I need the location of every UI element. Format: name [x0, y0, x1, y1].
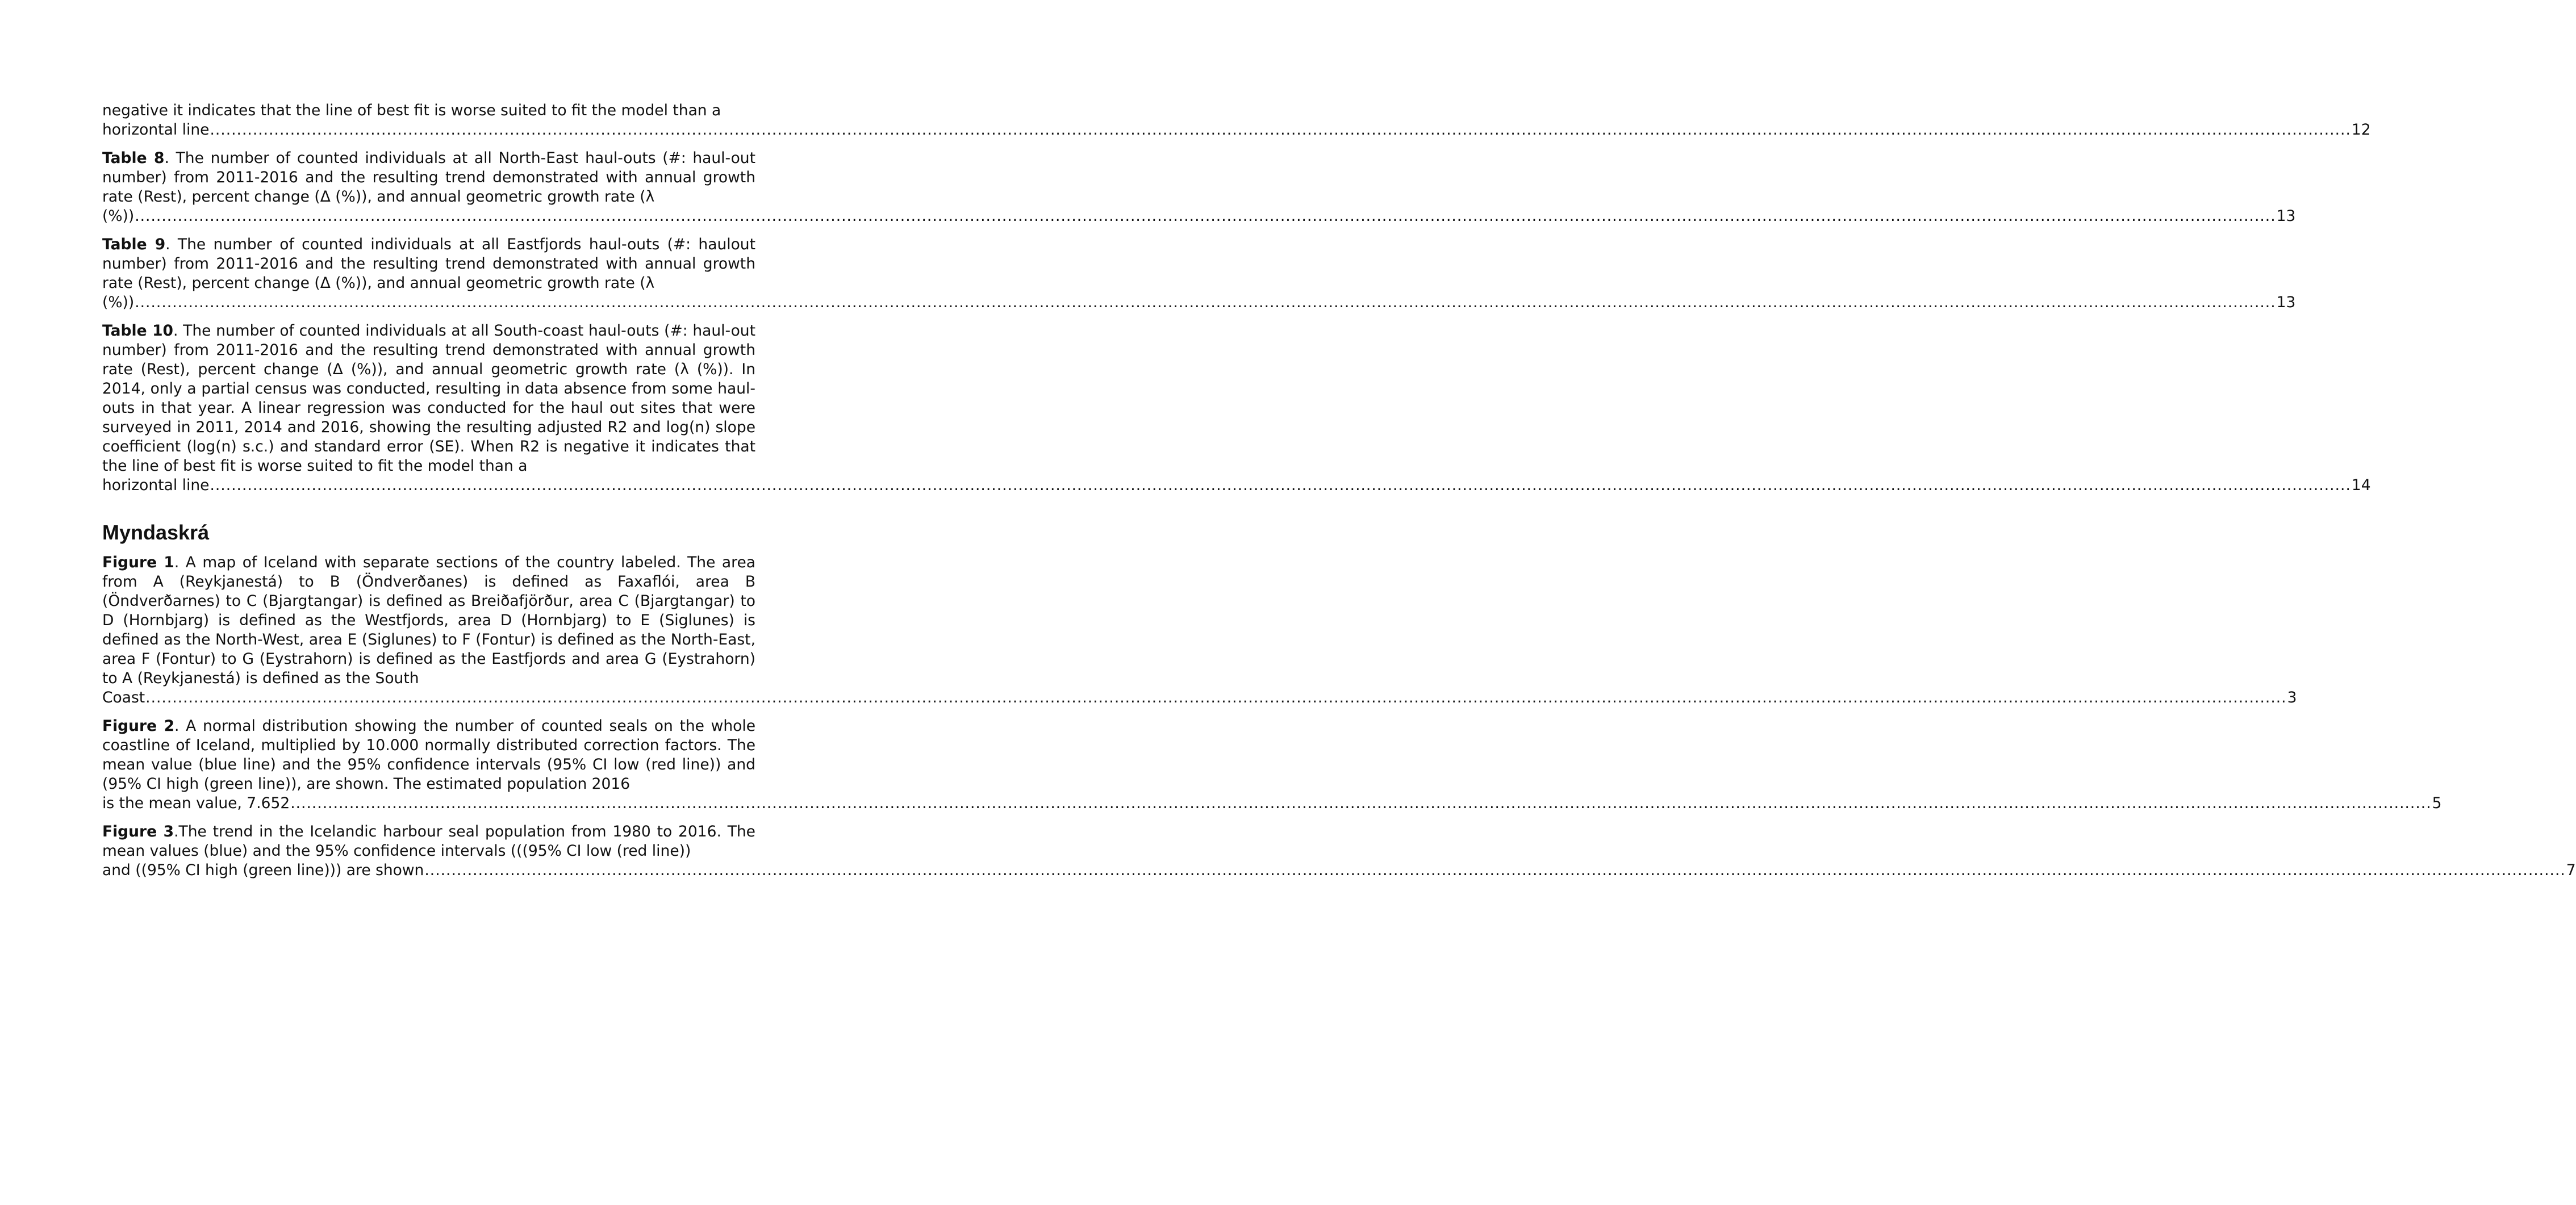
toc-entry-table-8[interactable] [102, 149, 2296, 226]
page-number: 12 [2351, 121, 2371, 139]
entry-last-line [102, 476, 2371, 495]
page-number: 13 [2276, 294, 2296, 311]
entry-caption: . The number of counted individuals at all South-coast haul-outs (#: haul-out number) from 2011-2016 and the resulting trend demonstrated with annual growth rate (Rest), percent change (Δ (%)), and annual geometric growth rate (λ (%)). In 2014, only a partial census was conducted, resulting in data absence from some haul-outs in that year. A linear regression was conducted for the haul out sites that were surveyed in 2011, 2014 and 2016, showing the resulting adjusted R2 and log(n) slope coefficient (log(n) s.c.) and standard error (SE). When R2 is negative it indicates that the line of best fit is worse suited to fit the model than a [102, 322, 755, 475]
toc-entry-figure-2[interactable] [102, 717, 2442, 813]
entry-last-line [102, 293, 2296, 312]
dot-leader: ................................................................................................................................................................................................................................................................................................................................................................................................................ [290, 794, 2432, 812]
entry-label: Figure 2 [102, 717, 175, 735]
figures-heading: Myndaskrá [102, 521, 210, 544]
entry-last-line [102, 861, 2576, 880]
entry-body [102, 321, 755, 476]
page-number: 7 [2566, 861, 2576, 879]
entry-last-text: horizontal line [102, 476, 210, 494]
entry-body: negative it indicates that the line of best fit is worse suited to fit the model than a [102, 102, 721, 119]
toc-entry-figure-3[interactable] [102, 822, 2576, 880]
entry-last-text: (%)) [102, 294, 135, 311]
entry-label: Figure 3 [102, 823, 174, 840]
entry-last-line[interactable] [102, 120, 2371, 140]
entry-body [102, 149, 755, 207]
toc-entry-figure-1[interactable] [102, 553, 2297, 708]
page-number: 3 [2287, 689, 2297, 706]
entry-last-text: horizontal line [102, 121, 210, 139]
entry-last-line [102, 794, 2442, 813]
document-page [102, 101, 2576, 889]
dot-leader: ................................................................................................................................................................................................................................................................................................................................................................................................................ [135, 207, 2276, 225]
entry-last-text: Coast [102, 689, 145, 706]
dot-leader: ................................................................................................................................................................................................................................................................................................................................................................................................................ [210, 121, 2351, 139]
entry-last-line [102, 207, 2296, 226]
entry-caption: . A map of Iceland with separate sections of the country labeled. The area from A (Reykjanestá) to B (Öndverðanes) is defined as Faxaflói, area B (Öndverðarnes) to C (Bjargtangar) is defined as Breiðafjörður, area C (Bjargtangar) to D (Hornbjarg) is defined as the Westfjords, area D (Hornbjarg) to E (Siglunes) is defined as the North-West, area E (Siglunes) to F (Fontur) is defined as the North-East, area F (Fontur) to G (Eystrahorn) is defined as the Eastfjords and area G (Eystrahorn) to A (Reykjanestá) is defined as the South [102, 554, 755, 687]
entry-caption: .The trend in the Icelandic harbour seal population from 1980 to 2016. The mean values (blue) and the 95% confidence intervals (((95% CI low (red line)) [102, 823, 755, 860]
toc-entry-table-9[interactable] [102, 235, 2296, 312]
page-number: 5 [2432, 794, 2442, 812]
entry-last-text: and ((95% CI high (green line))) are shown [102, 861, 424, 879]
entry-caption: . A normal distribution showing the number of counted seals on the whole coastline of Iceland, multiplied by 10.000 normally distributed correction factors. The mean value (blue line) and the 95% confidence intervals (95% CI low (red line)) and (95% CI high (green line)), are shown. The estimated population 2016 [102, 717, 756, 793]
page-number: 13 [2276, 207, 2296, 225]
dot-leader: ................................................................................................................................................................................................................................................................................................................................................................................................................ [424, 861, 2566, 879]
entry-last-text: (%)) [102, 207, 135, 225]
entry-label: Table 8 [102, 149, 165, 167]
entry-label: Figure 1 [102, 554, 174, 571]
entry-body [102, 235, 755, 293]
entry-body [102, 822, 755, 861]
dot-leader: ................................................................................................................................................................................................................................................................................................................................................................................................................ [210, 476, 2351, 494]
page-number: 14 [2351, 476, 2371, 494]
dot-leader: ................................................................................................................................................................................................................................................................................................................................................................................................................ [135, 294, 2276, 311]
entry-label: Table 10 [102, 322, 173, 340]
entry-last-text: is the mean value, 7.652 [102, 794, 290, 812]
toc-entry-table-7-continued [102, 101, 2371, 140]
entry-caption: . The number of counted individuals at all North-East haul-outs (#: haul-out number) from 2011-2016 and the resulting trend demonstrated with annual growth rate (Rest), percent change (Δ (%)), and annual geometric growth rate (λ [102, 149, 755, 206]
toc-entry-table-10[interactable] [102, 321, 2371, 495]
entry-caption: . The number of counted individuals at all Eastfjords haul-outs (#: haulout number) from 2011-2016 and the resulting trend demonstrated with annual growth rate (Rest), percent change (Δ (%)), and annual geometric growth rate (λ [102, 236, 755, 292]
entry-last-line [102, 688, 2297, 708]
entry-label: Table 9 [102, 236, 166, 253]
dot-leader: ................................................................................................................................................................................................................................................................................................................................................................................................................ [145, 689, 2287, 706]
entry-body [102, 717, 755, 794]
entry-body [102, 553, 755, 688]
